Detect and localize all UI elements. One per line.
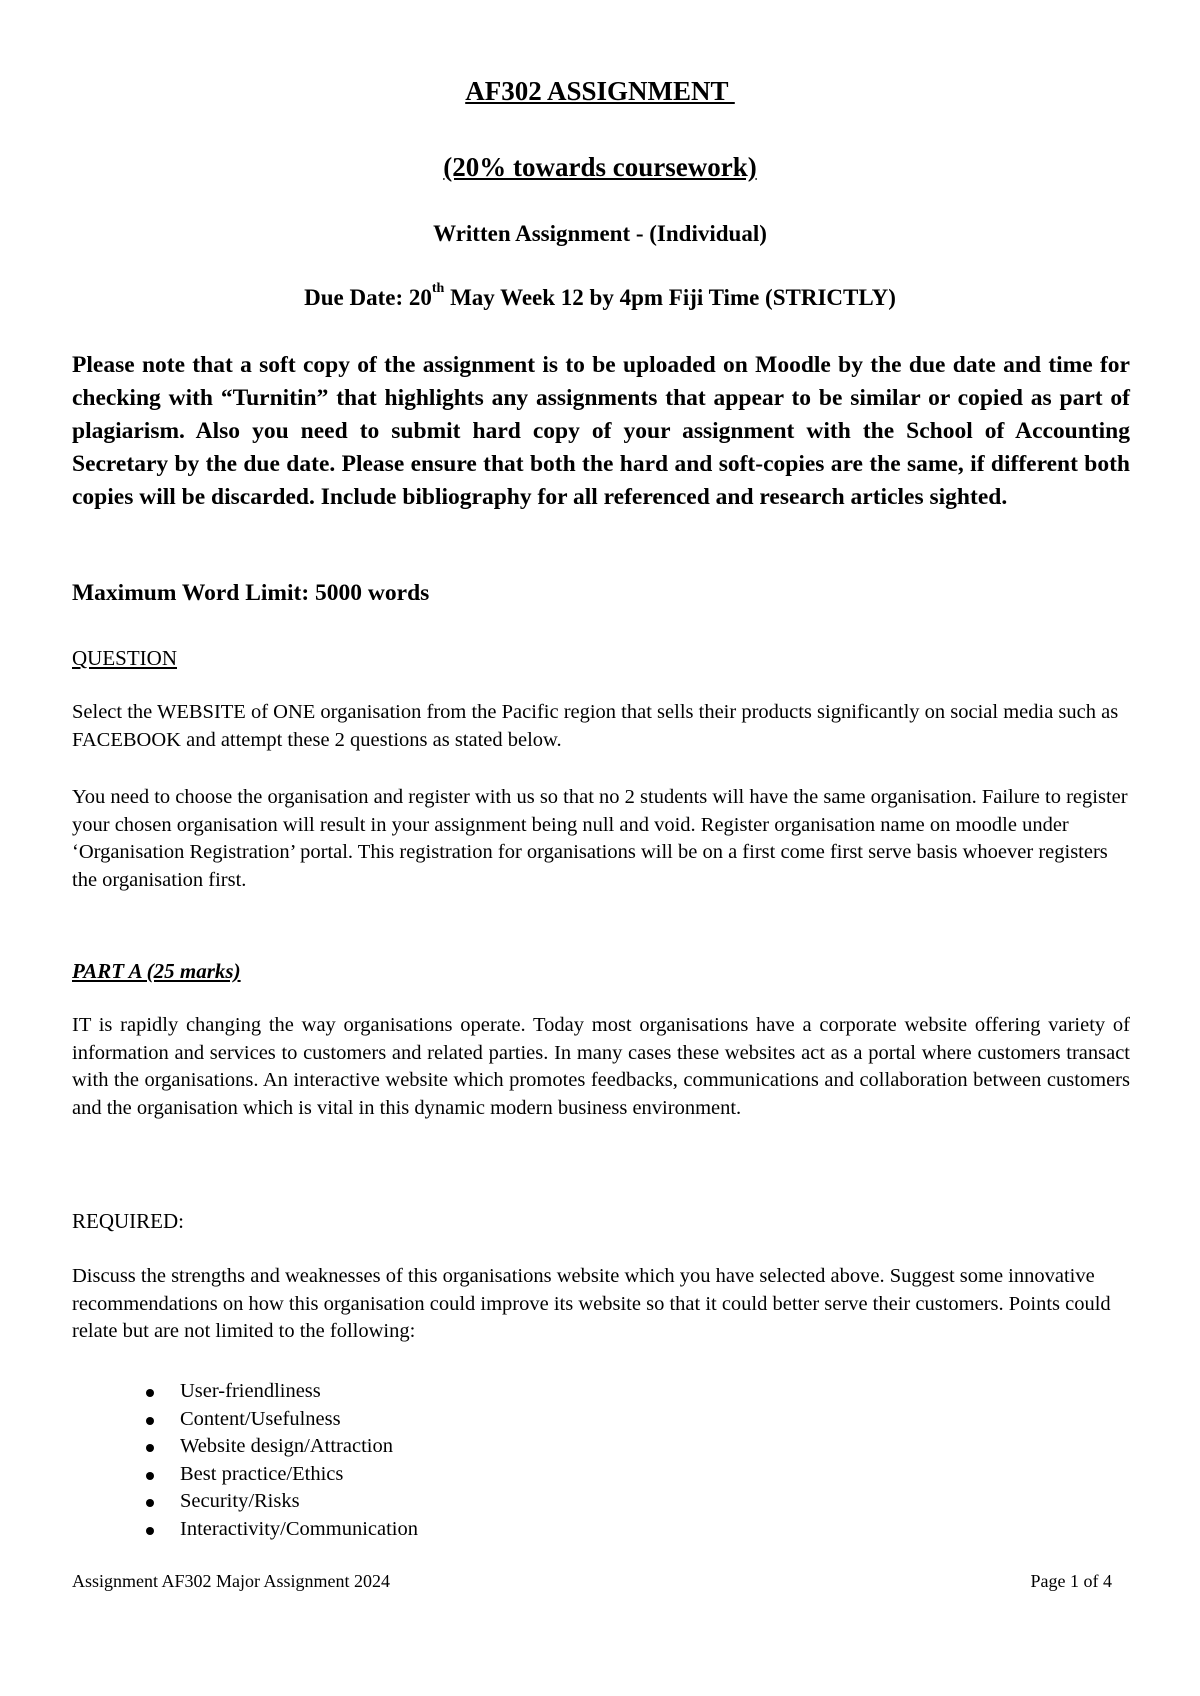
due-date-suffix: May Week 12 by 4pm Fiji Time (STRICTLY)	[444, 285, 896, 310]
question-paragraph-1: Select the WEBSITE of ONE organisation from the Pacific region that sells their products significantly on social media such as FACEBOOK and attempt these 2 questions as stated below.	[72, 701, 1119, 751]
question-heading: QUESTION	[72, 646, 177, 670]
bullet-icon	[146, 1472, 154, 1480]
bullet-icon	[146, 1499, 154, 1507]
bullet-icon	[146, 1389, 154, 1397]
bullet-icon	[146, 1527, 154, 1535]
part-a-paragraph: IT is rapidly changing the way organisations operate. Today most organisations have a corporate website offering variety of information and services to customers and related parties. In many cases these websites act as a portal where customers transact with the organisations. An interactive website which promotes feedbacks, communications and collaboration between customers and the organisation which is vital in this dynamic modern business environment.	[72, 1014, 1130, 1119]
submission-notice: Please note that a soft copy of the assignment is to be uploaded on Moodle by the due date and time for checking with “Turnitin” that highlights any assignments that appear to be similar or copied as part of plagiarism. Also you need to submit hard copy of your assignment with the School of Accounting Secretary by the due date. Please ensure that both the hard and soft-copies are the same, if different both copies will be discarded. Include bibliography for all referenced and research articles sighted.	[72, 352, 1130, 510]
list-item: Content/Usefulness	[180, 1406, 418, 1434]
footer-left: Assignment AF302 Major Assignment 2024	[72, 1571, 391, 1591]
question-paragraph-2: You need to choose the organisation and register with us so that no 2 students will have the same organisation. Failure to register your chosen organisation will result in your assignment being null and void. Register organisation name on moodle under ‘Organisation Registration’ portal. This registration for organisations will be on a first come first serve basis whoever registers the organisation first.	[72, 786, 1128, 891]
due-date-prefix: Due Date: 20	[304, 285, 432, 310]
list-item: Security/Risks	[180, 1488, 418, 1516]
required-heading: REQUIRED:	[72, 1209, 184, 1233]
bullet-icon	[146, 1417, 154, 1425]
due-date	[0, 281, 1200, 311]
required-paragraph: Discuss the strengths and weaknesses of this organisations website which you have selected above. Suggest some innovative recommendations on how this organisation could improve its website so that it could better serve their customers. Points could relate but are not limited to the following:	[72, 1265, 1111, 1342]
document-subtitle: (20% towards coursework)	[443, 152, 757, 182]
document-title: AF302 ASSIGNMENT	[465, 76, 735, 106]
list-item: Website design/Attraction	[180, 1433, 418, 1461]
list-item: User-friendliness	[180, 1378, 418, 1406]
word-limit: Maximum Word Limit: 5000 words	[72, 580, 430, 606]
page-number: Page 1 of 4	[1030, 1571, 1112, 1591]
bullet-icon	[146, 1444, 154, 1452]
due-date-superscript: th	[431, 281, 445, 296]
assignment-type: Written Assignment - (Individual)	[433, 221, 767, 246]
criteria-list	[180, 1378, 418, 1543]
list-item: Interactivity/Communication	[180, 1516, 418, 1544]
list-item: Best practice/Ethics	[180, 1461, 418, 1489]
part-a-heading: PART A (25 marks)	[72, 959, 241, 983]
